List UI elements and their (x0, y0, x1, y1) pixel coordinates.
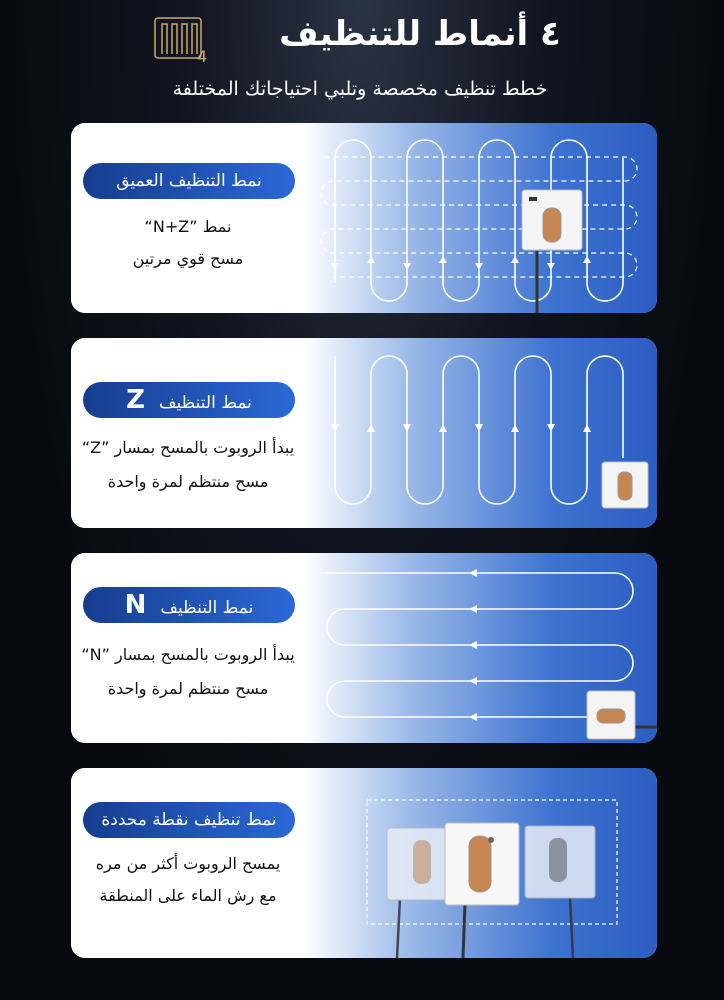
z-path-icon (305, 338, 657, 528)
card-text-panel (71, 123, 305, 313)
card-illustration (305, 553, 657, 743)
card-text-panel (71, 553, 305, 743)
mode-description-line1: نمط ”N+Z“ (144, 217, 232, 236)
mode-pill-letter: N (124, 590, 147, 620)
card-spot-cleaning (71, 768, 657, 958)
page-title: ٤ أنماط للتنظيف (279, 14, 561, 54)
n-path-icon (305, 553, 657, 743)
mode-description-line2: مسح منتظم لمرة واحدة (107, 679, 269, 698)
nz-path-icon (305, 123, 657, 313)
mode-pill-letter: Z (126, 385, 145, 415)
mode-pill-label: نمط التنظيف العميق (116, 171, 262, 191)
mode-pill-label: نمط التنظيف (160, 598, 254, 618)
card-illustration (305, 123, 657, 313)
robot-center-icon (445, 823, 519, 958)
card-text-panel (71, 338, 305, 528)
mode-pill (83, 587, 295, 623)
four-modes-logo-icon (153, 16, 211, 66)
mode-description-line2: مسح قوي مرتين (132, 249, 244, 268)
mode-pill-label: نمط تنظيف نقطة محددة (101, 810, 277, 830)
mode-pill (83, 163, 295, 199)
card-illustration (305, 768, 657, 958)
page-subtitle: خطط تنظيف مخصصة وتلبي احتياجاتك المختلفة (172, 78, 548, 100)
mode-description-line2: مع رش الماء على المنطقة (99, 886, 277, 905)
mode-description-line1: يبدأ الروبوت بالمسح بمسار ”N“ (81, 645, 295, 664)
robot-icon (602, 462, 648, 508)
robot-right-icon (525, 826, 595, 958)
header (0, 0, 724, 115)
logo-number: 4 (197, 47, 208, 66)
card-z-cleaning (71, 338, 657, 528)
mode-description-line1: يمسح الروبوت أكثر من مره (95, 854, 281, 873)
card-text-panel (71, 768, 305, 958)
mode-description-line1: يبدأ الروبوت بالمسح بمسار ”Z“ (81, 438, 295, 457)
spot-cleaning-icon (305, 768, 657, 958)
card-n-cleaning (71, 553, 657, 743)
mode-pill (83, 382, 295, 418)
robot-icon (587, 691, 657, 739)
card-deep-cleaning (71, 123, 657, 313)
robot-icon (522, 190, 582, 313)
mode-pill-label: نمط التنظيف (158, 393, 252, 413)
mode-pill (83, 802, 295, 838)
card-illustration (305, 338, 657, 528)
mode-description-line2: مسح منتظم لمرة واحدة (107, 472, 269, 491)
